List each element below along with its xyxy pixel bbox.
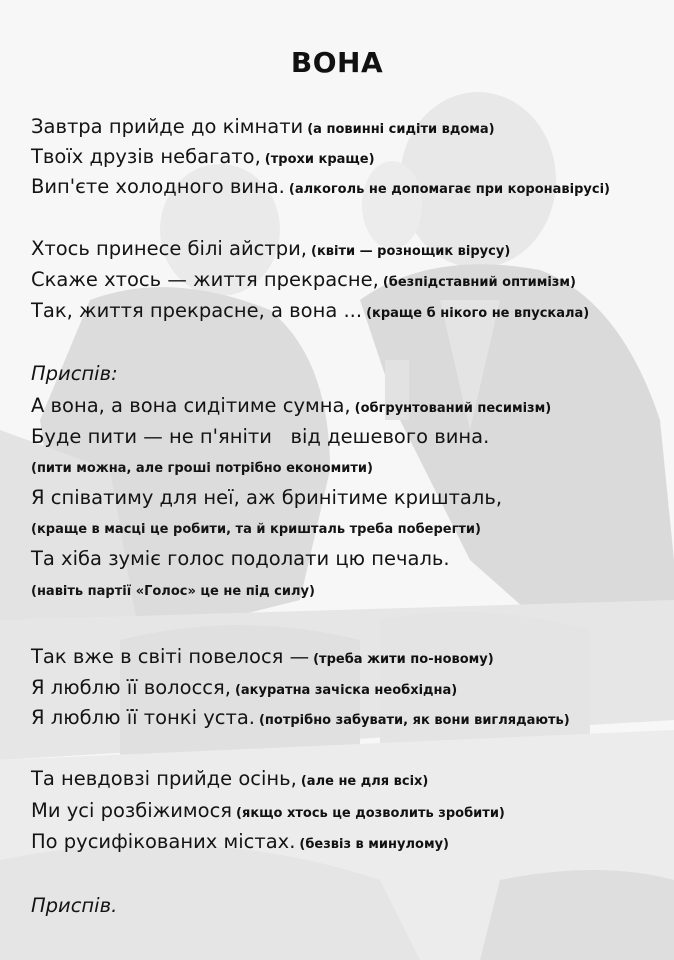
lyric-line: [31, 115, 495, 142]
lyric-text: Я люблю її тонкі уста.: [31, 706, 255, 729]
lyric-line: [31, 145, 375, 172]
lyric-line: [31, 799, 505, 826]
lyric-note: (алкоголь не допомагає при коронавірусі): [288, 182, 610, 197]
lyric-note-line: (навіть партії «Голос» це не під силу): [31, 584, 315, 599]
lyric-line: [31, 486, 502, 510]
lyric-line: [31, 547, 450, 571]
lyric-note: (треба жити по-новому): [313, 652, 494, 667]
lyric-line: [31, 767, 428, 794]
lyric-text: Так, життя прекрасне, а вона ...: [31, 299, 363, 322]
page-title: ВОНА: [290, 46, 384, 79]
lyric-text: Так вже в світі повелося —: [31, 645, 310, 668]
lyric-text: Та хіба зуміє голос подолати цю печаль.: [31, 547, 450, 570]
lyric-line: [31, 394, 551, 421]
lyric-text: Твоїх друзів небагато,: [31, 145, 261, 168]
lyric-text: Я люблю її волосся,: [31, 676, 231, 699]
lyric-line: [31, 645, 494, 672]
lyric-line: [31, 676, 457, 703]
lyric-note: (безвіз в минулому): [299, 837, 449, 852]
lyric-line: [31, 706, 570, 733]
lyric-text: Вип'єте холодного вина.: [31, 175, 285, 198]
lyric-text: По русифікованих містах.: [31, 830, 296, 853]
lyric-note: (безпідставний оптимізм): [382, 275, 576, 290]
final-chorus-label: Приспів.: [31, 894, 118, 917]
lyric-line: [31, 237, 510, 264]
lyric-line: [31, 299, 589, 326]
lyric-note: (потрібно забувати, як вони виглядають): [258, 713, 570, 728]
lyric-text: Я співатиму для неї, аж бринітиме кришталь,: [31, 486, 503, 509]
lyric-line: [31, 425, 489, 449]
lyric-note: (квіти — рознощик вірусу): [311, 244, 511, 259]
lyric-text: Хтось принесе білі айстри,: [31, 237, 307, 260]
lyric-text: Буде пити — не п'яніти від дешевого вина.: [31, 425, 490, 448]
lyric-note: (акуратна зачіска необхідна): [234, 683, 458, 698]
lyric-line: [31, 830, 449, 857]
lyric-note: (обгрунтований песимізм): [354, 401, 552, 416]
lyric-line: [31, 175, 610, 202]
lyric-text: Ми усі розбіжимося: [31, 799, 233, 822]
lyric-note: (але не для всіх): [300, 774, 429, 789]
lyric-text: Скаже хтось — життя прекрасне,: [31, 268, 379, 291]
lyric-note-line: (краще в масці це робити, та й кришталь треба поберегти): [31, 522, 481, 537]
lyric-note: (трохи краще): [264, 152, 375, 167]
chorus-label: Приспів:: [31, 362, 118, 385]
lyric-note: (краще б нікого не впускала): [366, 306, 590, 321]
lyric-line: [31, 268, 576, 295]
lyric-text: Та невдовзі прийде осінь,: [31, 767, 297, 790]
lyric-note: (якщо хтось це дозволить зробити): [236, 806, 505, 821]
lyric-text: А вона, а вона сидітиме сумна,: [31, 394, 351, 417]
lyric-text: Завтра прийде до кімнати: [31, 115, 304, 138]
lyric-note: (а повинні сидіти вдома): [307, 122, 495, 137]
lyric-note-line: (пити можна, але гроші потрібно економити): [31, 461, 373, 476]
